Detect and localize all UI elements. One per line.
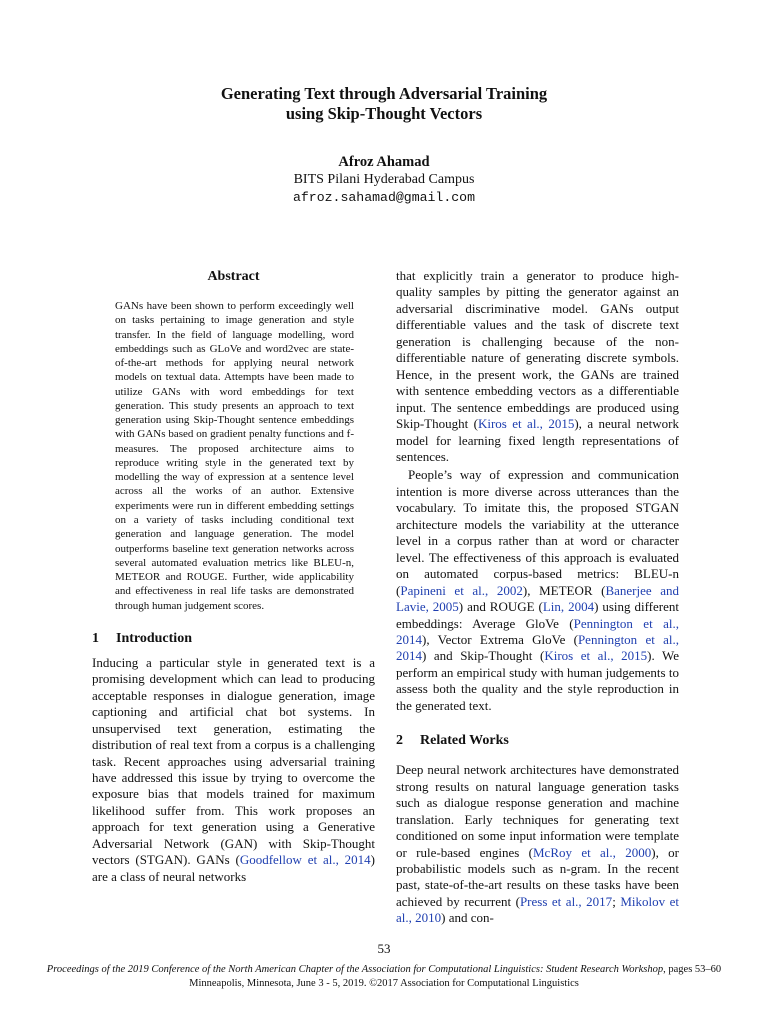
author-email[interactable]: afroz.sahamad@gmail.com bbox=[292, 190, 476, 205]
intro-paragraph-1-continued-text: that explicitly train a generator to produce high-quality samples by pitting the generator against an adversarial discriminative model. GANs output differentiable values and the task of discrete text generation is challenging because of the non-differentiable nature of generating discrete symbols. Hence, in the present work, the GANs are trained with sentence embedding vectors as a differentiable input. The sentence embeddings are produced using Skip-Thought ( bbox=[396, 268, 679, 432]
left-column bbox=[92, 268, 375, 885]
section-heading-introduction bbox=[92, 630, 375, 648]
section-number: 2 bbox=[396, 733, 403, 749]
intro-paragraph-1 bbox=[92, 655, 375, 885]
author-name: Afroz Ahamad bbox=[338, 154, 430, 170]
citation-link[interactable]: Banerjee and Lavie, 2005 bbox=[396, 582, 679, 615]
citation-link[interactable]: Goodfellow et al., 2014 bbox=[239, 852, 371, 868]
intro-paragraph-1-tail: ) are a class of neural networks bbox=[92, 852, 375, 884]
abstract-text: GANs have been shown to perform exceedingly well on tasks pertaining to image generation and style transfer. In the field of language modelling, word embeddings such as GLoVe and word2vec are state-of-the-art methods for applying neural network models on textual data. Attempts have been made to utilize GANs with word embeddings for text generation. This study presents an approach to text generation using Skip-Thought sentence embeddings with GANs based on gradient penalty functions and f-measures. The proposed architecture aims to reproduce writing style in the generated text by modelling the way of expression at a sentence level across all the works of an author. Extensive experiments were run in different embedding settings on a variety of tasks including conditional text generation and language generation. The model outperforms baseline text generation networks across several automated evaluation metrics like BLEU-n, METEOR and ROUGE. Further, wide applicability and effectiveness in real life tasks are demonstrated through human judgement scores. bbox=[115, 300, 354, 612]
author-block bbox=[0, 153, 768, 207]
intro-paragraph-1-continued-tail: ), a neural network model for learning fixed length representations of sentences. bbox=[396, 416, 679, 464]
text-run: ), Vector Extrema GloVe ( bbox=[422, 631, 578, 647]
citation-link[interactable]: Pennington et al., 2014 bbox=[396, 615, 679, 647]
section-number: 1 bbox=[92, 630, 99, 646]
intro-paragraph-1-continued bbox=[396, 268, 679, 465]
text-run: ), or probabilistic models such as n-gram. In the recent past, state-of-the-art results on these tasks have been achieved by recurrent ( bbox=[396, 844, 679, 909]
paper-title-line-2: using Skip-Thought Vectors bbox=[285, 104, 483, 123]
footer-proceedings-line bbox=[0, 963, 768, 977]
text-run: ) and Skip-Thought ( bbox=[422, 648, 545, 664]
footer bbox=[0, 963, 768, 991]
text-run: ). We perform an empirical study with human judgements to assess both the quality and the style reproduction in the generated text. bbox=[396, 648, 680, 713]
text-run: ) and ROUGE ( bbox=[458, 599, 543, 615]
footer-location-line: Minneapolis, Minnesota, June 3 - 5, 2019. ©2017 Association for Computational Linguistics bbox=[189, 978, 579, 989]
citation-link[interactable]: McRoy et al., 2000 bbox=[533, 844, 652, 860]
text-run: ) using different embeddings: Average GloVe ( bbox=[396, 599, 679, 631]
citation-link[interactable]: Lin, 2004 bbox=[542, 599, 595, 615]
section-title: Related Works bbox=[420, 733, 509, 749]
section-heading-related-works bbox=[396, 732, 679, 750]
author-affiliation: BITS Pilani Hyderabad Campus bbox=[293, 172, 475, 187]
intro-paragraph-1-text: Inducing a particular style in generated text is a promising development which can lead to producing acceptable responses in dialogue generation, image captioning and artificial chat bot systems. In unsupervised text generation, estimating the distribution of real text from a corpus is a challenging task. Recent approaches using adversarial training have addressed this issue by trying to overcome the exposure bias that models trained for maximum likelihood suffer from. This work proposes an approach for text generation using a Generative Adversarial Network (GAN) with Skip-Thought vectors (STGAN). GANs ( bbox=[92, 654, 375, 868]
paper-title bbox=[0, 84, 768, 124]
section-title: Introduction bbox=[116, 630, 192, 646]
citation-link[interactable]: Papineni et al., 2002 bbox=[400, 582, 523, 598]
text-run: Deep neural network architectures have demonstrated strong results on natural language generation tasks such as dialogue response generation and machine translation. Early techniques for generating text conditioned on some input information were template or rule-based engines ( bbox=[396, 762, 679, 860]
abstract-heading: Abstract bbox=[207, 269, 260, 284]
paper-title-line-1: Generating Text through Adversarial Training bbox=[220, 84, 548, 103]
text-run: People’s way of expression and communication intention is more diverse across utterances than the vocabulary. To imitate this, the proposed STGAN architecture models the variability at the utterance level in a corpus rather than at word or character level. The effectiveness of this approach is evaluated on automated corpus-based metrics: BLEU-n ( bbox=[396, 467, 679, 598]
footer-pages: , pages 53–60 bbox=[663, 964, 722, 975]
text-run: ; bbox=[612, 893, 621, 909]
citation-link[interactable]: Press et al., 2017 bbox=[519, 893, 613, 909]
footer-proceedings: Proceedings of the 2019 Conference of the North American Chapter of the Association for Computational Linguistics: Student Research Workshop bbox=[46, 964, 664, 975]
page-number: 53 bbox=[377, 941, 391, 956]
text-run: ) and con- bbox=[441, 910, 494, 926]
citation-link[interactable]: Mikolov et al., 2010 bbox=[396, 893, 679, 926]
text-run: ), METEOR ( bbox=[522, 582, 606, 598]
related-works-paragraph bbox=[396, 762, 679, 927]
citation-link[interactable]: Kiros et al., 2015 bbox=[477, 416, 575, 432]
intro-paragraph-2 bbox=[396, 467, 679, 714]
right-column bbox=[396, 268, 679, 927]
citation-link[interactable]: Pennington et al., 2014 bbox=[396, 631, 679, 664]
citation-link[interactable]: Kiros et al., 2015 bbox=[544, 648, 648, 664]
